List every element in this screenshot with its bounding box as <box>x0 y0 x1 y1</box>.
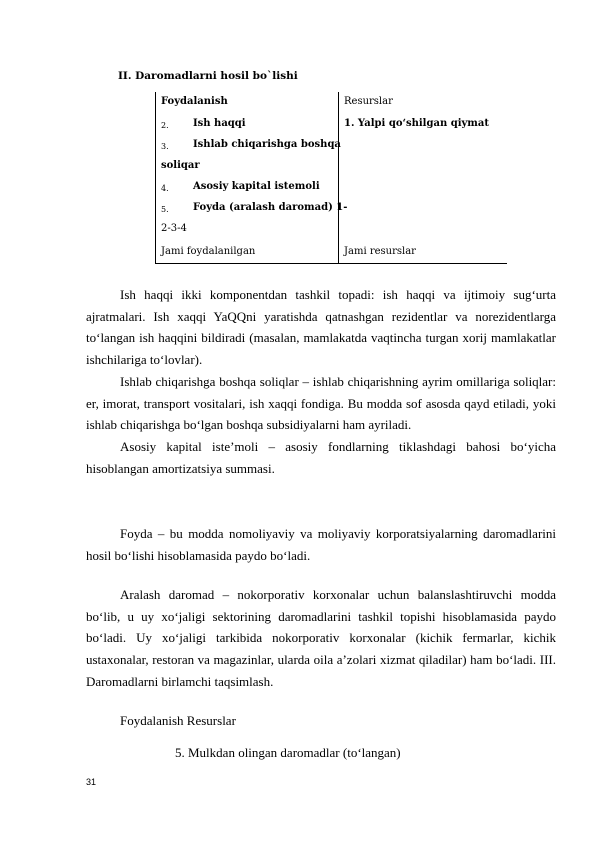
table-left-border <box>155 92 156 264</box>
table-header-resources: Resurslar <box>344 96 393 107</box>
table-item-number: 2. <box>161 121 169 130</box>
table-item-number: 4. <box>161 184 169 193</box>
table-item-number: 5. <box>161 205 169 214</box>
table-item-other-taxes: Ishlab chiqarishga boshqa <box>193 139 341 150</box>
section-heading: II. Daromadlarni hosil bo`lishi <box>118 70 298 82</box>
table-item-capital-consumption: Asosiy kapital istemoli <box>193 181 320 192</box>
paragraph-other-taxes: Ishlab chiqarishga boshqa soliqlar – ishlab chiqarishning ayrim omillariga soliqlar: er, imorat, transport vositalari, ish xaqqi fondiga. Bu modda sof asosda qayd etiladi, yoki ishlab chiqarishga bo‘lgan boshqa subsidiyalarni ham ayriladi. <box>86 374 556 433</box>
paragraph-capital-consumption: Asosiy kapital iste’moli – asosiy fondlarning tiklashdagi bahosi bo‘yicha hisoblangan amortizatsiya summasi. <box>86 439 556 476</box>
list-item-property-income: 5. Mulkdan olingan daromadlar (to‘langan) <box>175 745 401 760</box>
page-number: 31 <box>86 777 97 787</box>
table-item-wages: Ish haqqi <box>193 118 246 129</box>
paragraph-mixed-income: Aralash daromad – nokorporativ korxonalar uchun balanslashtiruvchi modda bo‘lib, u uy xo‘jaligi sektorining daromadlarini tashkil topishi hisoblamasida paydo bo‘ladi. Uy xo‘jaligi tarkibida nokorporativ korxonalar (kichik fermarlar, kichik ustaxonalar, restoran va magazinlar, ularda oila a’zolari xizmat qiladilar) ham bo‘ladi. III. Daromadlarni birlamchi taqsimlash. <box>86 587 556 689</box>
table-item-profit-cont: 2-3-4 <box>161 223 187 234</box>
paragraph-profit: Foyda – bu modda nomoliyaviy va moliyaviy korporatsiyalarning daromadlarini hosil bo‘lishi hisoblamasida paydo bo‘ladi. <box>86 526 556 563</box>
paragraph-wages: Ish haqqi ikki komponentdan tashkil topadi: ish haqqi va ijtimoiy sug‘urta ajratmalari. Ish xaqqi YaQQni yaratishda qatnashgan rezidentlar va norezidentlarga to‘langan ish haqqini bildiradi (masalan, mamlakatda vaqtincha turgan xorij mamlakatlar ishchilariga to‘lovlar). <box>86 287 556 368</box>
table-column-divider <box>338 92 339 264</box>
table-item-number: 3. <box>161 142 169 151</box>
table-footer-total-resources: Jami resurslar <box>344 246 416 257</box>
table-item-gross-value-added: 1. Yalpi qo‘shilgan qiymat <box>344 118 489 129</box>
tail-line: Foydalanish Resurslar <box>120 713 236 728</box>
table-item-other-taxes-cont: soliqar <box>161 160 200 171</box>
income-formation-table <box>155 92 507 264</box>
table-item-profit: Foyda (aralash daromad) 1- <box>193 202 348 213</box>
table-bottom-border <box>155 263 507 264</box>
table-footer-total-uses: Jami foydalanilgan <box>161 246 256 257</box>
table-header-uses: Foydalanish <box>161 96 228 107</box>
